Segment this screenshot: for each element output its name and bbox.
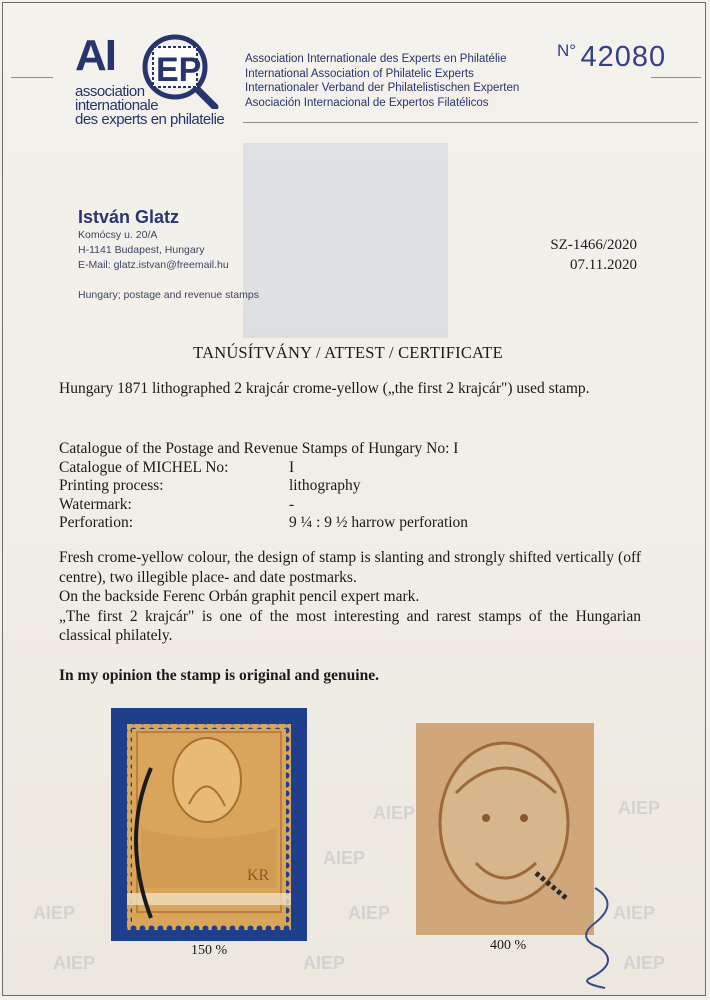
expert-email: E-Mail: glatz.istvan@freemail.hu — [78, 259, 229, 271]
reference-block — [523, 235, 637, 275]
remark-paragraph: Fresh crome-yellow colour, the design of stamp is slanting and strongly shifted vertically (off centre), two illegible place- and date postmarks. — [59, 549, 641, 586]
stamp-photo — [111, 708, 307, 941]
property-value: - — [289, 495, 295, 513]
association-name-de: Internationaler Verband der Philatelistischen Experten — [245, 82, 520, 94]
aiep-watermark: AIEP — [323, 848, 366, 868]
association-name-fr: Association Internationale des Experts en Philatélie — [245, 53, 507, 65]
association-names — [245, 52, 519, 110]
fold-mark-left — [11, 77, 53, 78]
property-value: 9 ¼ : 9 ½ harrow perforation — [289, 514, 469, 531]
remark-paragraph: „The first 2 krajcár" is one of the most interesting and rarest stamps of the Hungarian classical philately. — [59, 607, 641, 644]
property-label: Catalogue of MICHEL No: — [59, 458, 229, 476]
expert-block — [78, 206, 259, 301]
certificate-number — [557, 41, 666, 74]
aiep-watermark: AIEP — [373, 803, 416, 823]
stamp-detail-image — [416, 723, 594, 935]
reference-date: 07.11.2020 — [570, 257, 637, 273]
aiep-logo — [75, 31, 235, 131]
stamp-detail-photo — [416, 723, 594, 935]
expert-name: István Glatz — [78, 207, 180, 227]
aiep-watermark: AIEP — [618, 798, 661, 818]
logo-line-3: des experts en philatelie — [75, 111, 225, 128]
aiep-watermark: AIEP — [613, 903, 656, 923]
stamp-scale-label: 150 % — [191, 943, 228, 958]
association-name-es: Asociación Internacional de Expertos Filatélicos — [245, 96, 489, 109]
signature-mark-icon — [575, 883, 625, 993]
association-name-en: International Association of Philatelic Experts — [245, 67, 474, 80]
logo-initials-ep: EP — [156, 51, 202, 89]
aiep-watermark: AIEP — [303, 953, 346, 973]
certificate-sheet — [2, 2, 706, 996]
property-label: Watermark: — [59, 495, 132, 513]
logo-initials-ai: AI — [75, 31, 115, 80]
expert-specialty: Hungary; postage and revenue stamps — [78, 289, 259, 301]
remarks — [59, 548, 641, 646]
remark-paragraph: On the backside Ferenc Orbán graphit pencil expert mark. — [59, 588, 420, 605]
logo-line-1: association — [75, 83, 145, 100]
aiep-watermark: AIEP — [348, 903, 391, 923]
logo-line-2: internationale — [75, 97, 159, 114]
paper-fold-shadow — [243, 143, 448, 338]
header-divider — [243, 122, 698, 123]
property-value: lithography — [289, 477, 361, 494]
certificate-number-label: N° — [557, 41, 577, 60]
property-label: Printing process: — [59, 477, 164, 494]
aiep-watermark: AIEP — [623, 953, 666, 973]
stamp-value-text: KR — [247, 867, 270, 884]
fold-mark-right — [651, 77, 701, 78]
aiep-watermark: AIEP — [53, 953, 96, 973]
aiep-watermark: AIEP — [33, 903, 76, 923]
expert-street: Komócsy u. 20/A — [78, 229, 158, 241]
certificate-title: TANÚSÍTVÁNY / ATTEST / CERTIFICATE — [193, 343, 503, 362]
expert-city: H-1141 Budapest, Hungary — [78, 244, 205, 256]
stamp-image — [111, 708, 307, 941]
reference-code: SZ-1466/2020 — [550, 237, 637, 253]
catalogue-line: Catalogue of the Postage and Revenue Stamps of Hungary No: I — [59, 440, 459, 457]
certificate-number-value: 42080 — [580, 41, 667, 73]
expert-opinion: In my opinion the stamp is original and genuine. — [59, 667, 379, 684]
property-label: Perforation: — [59, 514, 134, 531]
property-value: I — [289, 458, 295, 476]
detail-scale-label: 400 % — [490, 938, 527, 953]
stamp-description: Hungary 1871 lithographed 2 krajcár crome-yellow („the first 2 krajcár") used stamp. — [59, 380, 590, 397]
